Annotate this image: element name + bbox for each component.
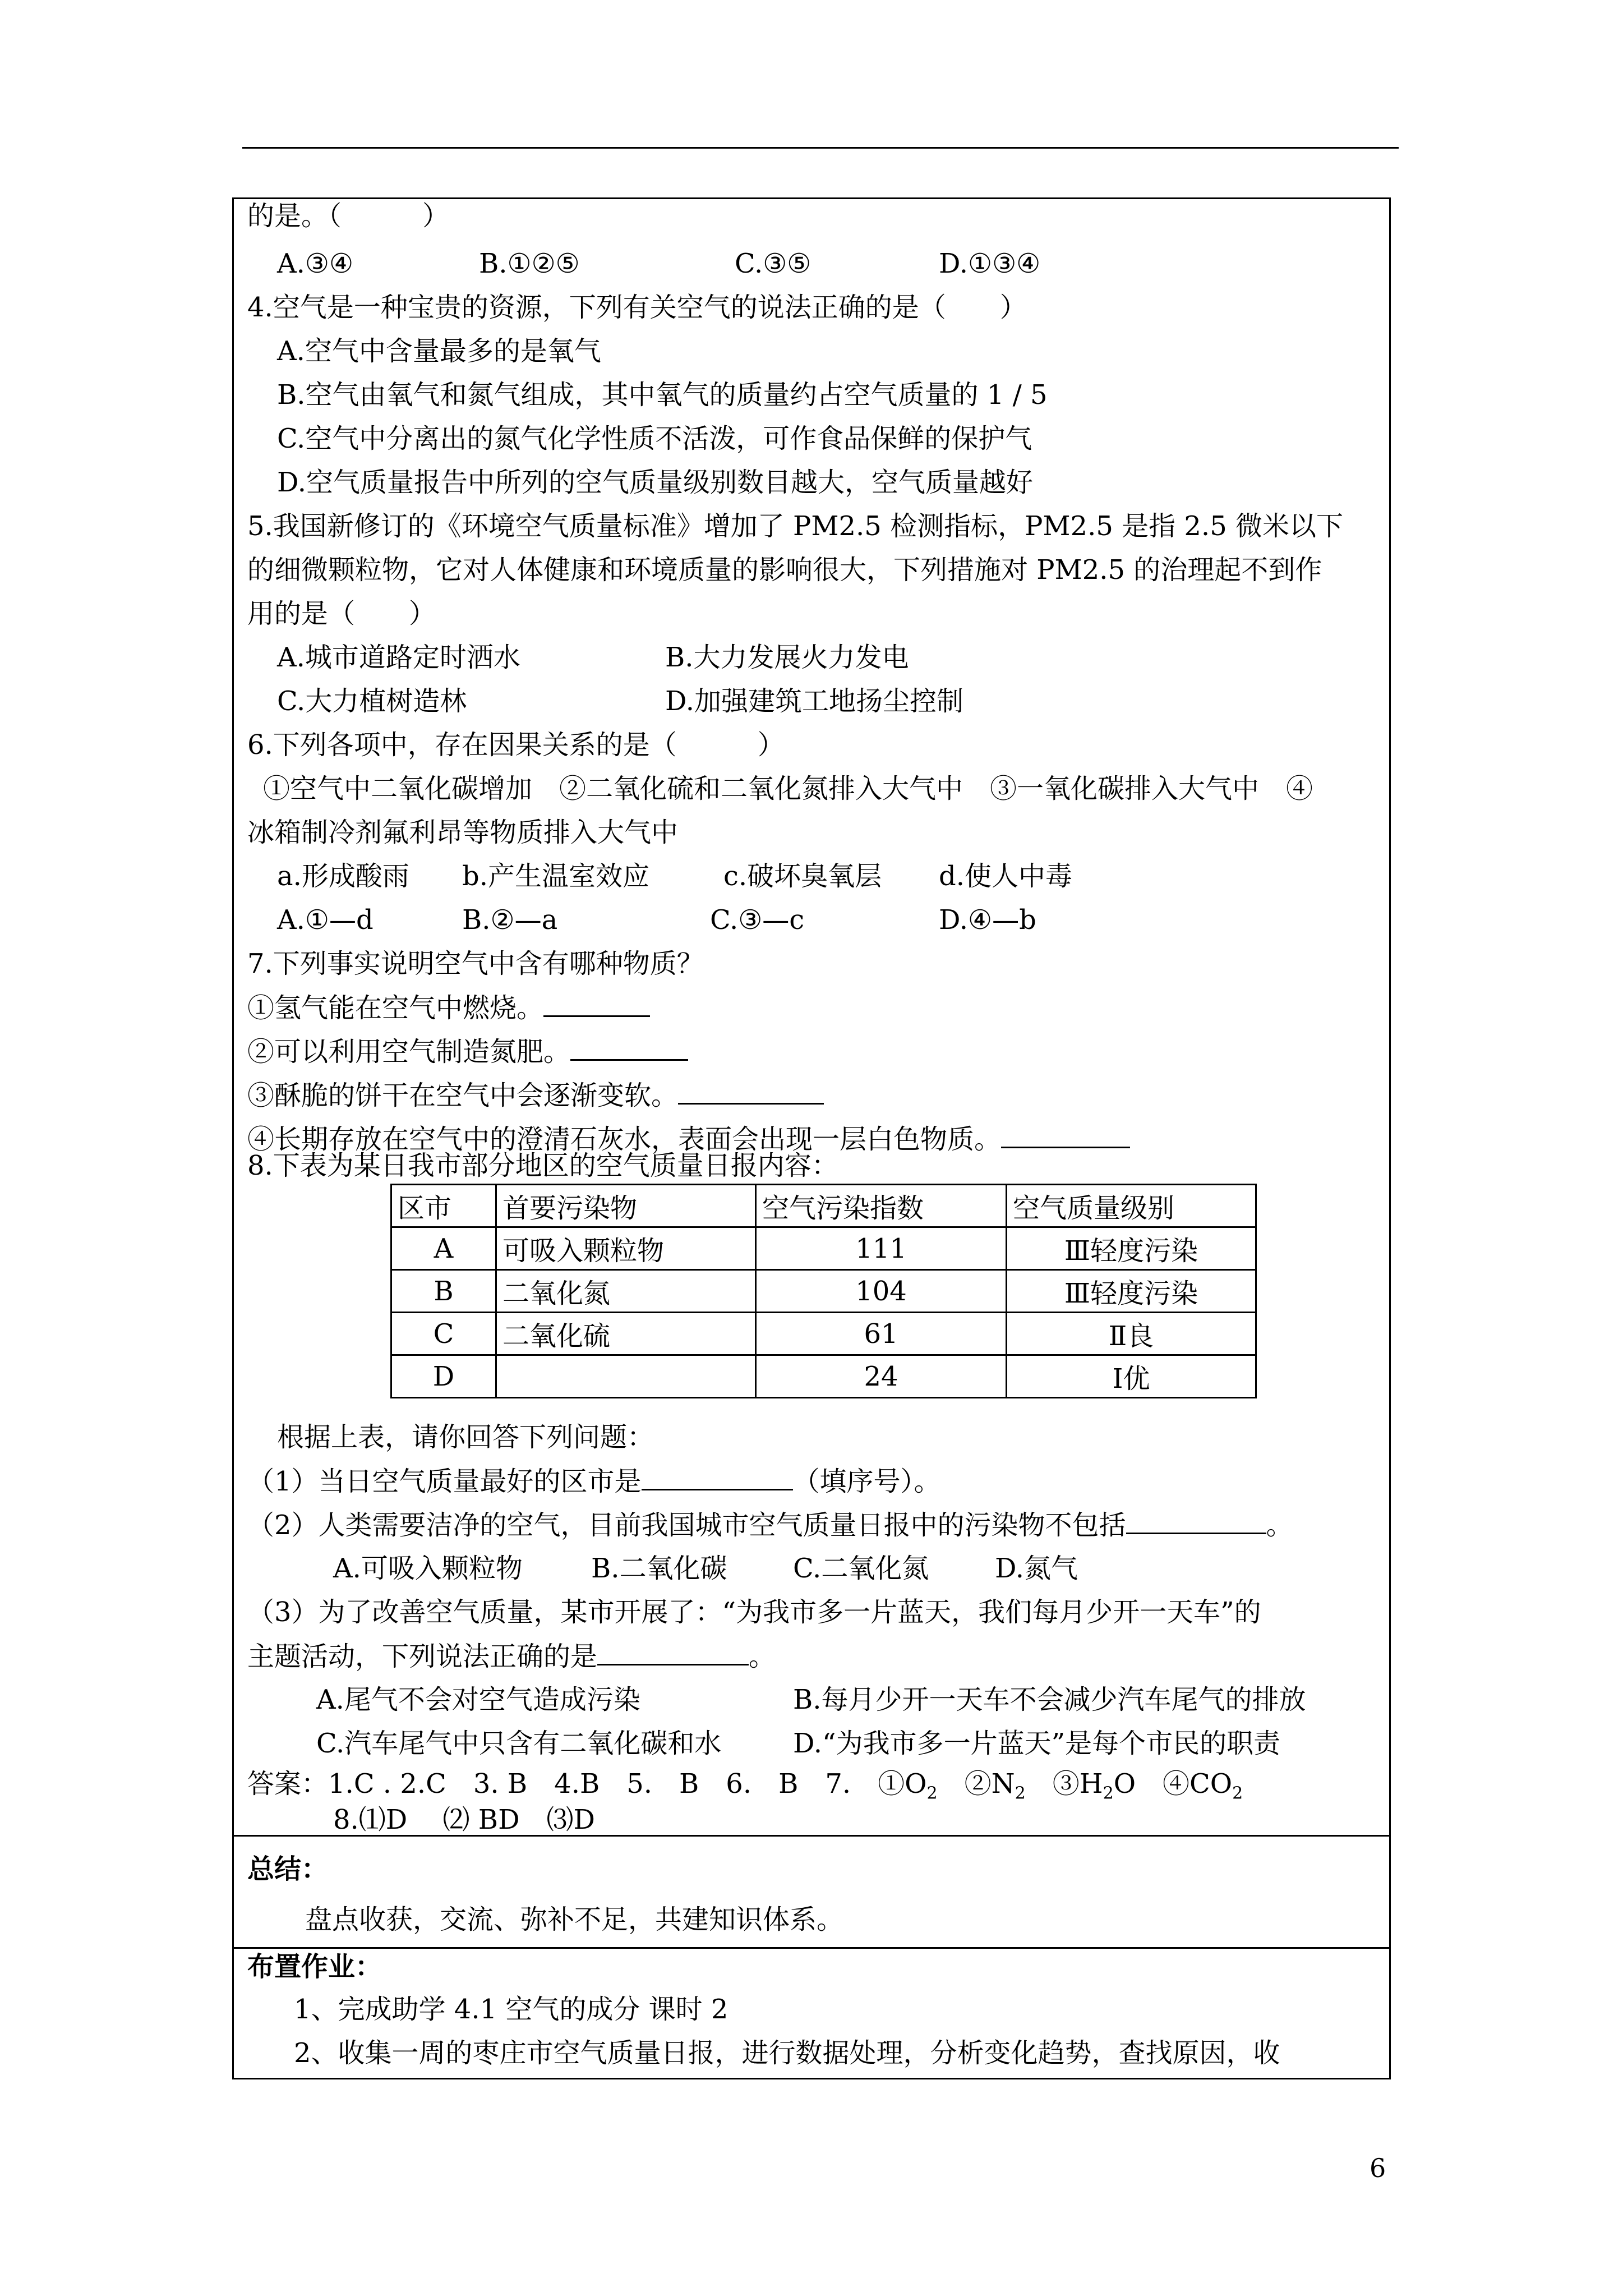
q8-sub3-option-d: D.“为我市多一片蓝天”是每个市民的职责 — [793, 1728, 1281, 1759]
q6-option-a: A.①—d — [277, 904, 374, 936]
cell-pollutant — [496, 1355, 756, 1398]
table-row — [391, 1355, 1256, 1398]
cell-pollutant: 二氧化氮 — [496, 1270, 756, 1313]
q3-option-a: A.③④ — [277, 248, 353, 279]
answers-n2: ②N — [937, 1768, 1015, 1800]
q8-sub2-option-c: C.二氧化氮 — [793, 1553, 929, 1584]
summary-text: 盘点收获，交流、弥补不足，共建知识体系。 — [305, 1904, 844, 1935]
q4-option-c: C.空气中分离出的氮气化学性质不活泼，可作食品保鲜的保护气 — [277, 423, 1032, 454]
q6-stem: 6.下列各项中，存在因果关系的是（ ） — [247, 729, 785, 761]
q8-prompt: 根据上表，请你回答下列问题： — [277, 1421, 654, 1453]
q8-sub2-option-a: A.可吸入颗粒物 — [333, 1553, 523, 1584]
summary-heading: 总结： — [247, 1853, 329, 1885]
header-rule — [242, 147, 1399, 149]
q7-answer-blank-3[interactable] — [678, 1078, 824, 1105]
q3-stem-tail: 的是。（ ） — [247, 200, 450, 232]
q8-sub1 — [247, 1464, 941, 1498]
cell-district: C — [391, 1313, 496, 1355]
q8-stem: 8.下表为某日我市部分地区的空气质量日报内容： — [247, 1150, 838, 1181]
q8-sub3-line2 — [247, 1639, 776, 1673]
q8-sub3-option-a: A.尾气不会对空气造成污染 — [316, 1684, 640, 1715]
answers-text-1: 1.C . 2.C 3. B 4.B 5. B 6. B 7. ①O — [328, 1768, 927, 1800]
air-quality-table — [390, 1184, 1257, 1398]
q5-stem-line2: 的细微颗粒物，它对人体健康和环境质量的影响很大，下列措施对 PM2.5 的治理起不到作 — [247, 554, 1322, 586]
q3-option-c: C.③⑤ — [735, 248, 811, 279]
cell-pollutant: 可吸入颗粒物 — [496, 1227, 756, 1270]
homework-item-1: 1、完成助学 4.1 空气的成分 课时 2 — [294, 1994, 728, 2025]
cell-index: 111 — [756, 1227, 1007, 1270]
cell-index: 104 — [756, 1270, 1007, 1313]
q8-sub3-blank[interactable] — [597, 1639, 749, 1665]
q7-answer-blank-1[interactable] — [543, 991, 650, 1017]
q5-option-d: D.加强建筑工地扬尘控制 — [665, 685, 964, 717]
q4-stem: 4.空气是一种宝贵的资源，下列有关空气的说法正确的是（ ） — [247, 292, 1027, 323]
table-row — [391, 1227, 1256, 1270]
q6-effect-b: b.产生温室效应 — [462, 861, 649, 892]
q8-sub3-suffix: 。 — [749, 1641, 776, 1672]
n2-subscript: 2 — [1015, 1783, 1026, 1803]
answers-h2o: ③H — [1025, 1768, 1103, 1800]
q6-items-line1: ①空气中二氧化碳增加 ②二氧化硫和二氧化氮排入大气中 ③一氧化碳排入大气中 ④ — [263, 773, 1313, 804]
q3-option-d: D.①③④ — [939, 248, 1041, 279]
q8-sub2-question: （2）人类需要洁净的空气，目前我国城市空气质量日报中的污染物不包括 — [247, 1510, 1126, 1541]
q6-effect-a: a.形成酸雨 — [277, 861, 409, 892]
q8-sub3-option-b: B.每月少开一天车不会减少汽车尾气的排放 — [793, 1684, 1306, 1715]
answers-line2: 8.⑴D ⑵ BD ⑶D — [333, 1804, 596, 1835]
cell-grade: Ⅱ良 — [1007, 1313, 1256, 1355]
q5-stem-line1: 5.我国新修订的《环境空气质量标准》增加了 PM2.5 检测指标，PM2.5 是指 2.5 微米以下 — [247, 510, 1343, 542]
q5-option-a: A.城市道路定时洒水 — [277, 642, 520, 673]
cell-district: D — [391, 1355, 496, 1398]
table-row — [391, 1270, 1256, 1313]
q8-sub3-question: 主题活动，下列说法正确的是 — [247, 1641, 598, 1672]
cell-index: 61 — [756, 1313, 1007, 1355]
q6-effect-c: c.破坏臭氧层 — [723, 861, 882, 892]
q8-sub1-suffix: （填序号）。 — [792, 1466, 941, 1497]
q8-sub2-option-b: B.二氧化碳 — [591, 1553, 727, 1584]
homework-item-2: 2、收集一周的枣庄市空气质量日报，进行数据处理，分析变化趋势，查找原因，收 — [294, 2037, 1280, 2069]
q4-option-d: D.空气质量报告中所列的空气质量级别数目越大，空气质量越好 — [277, 467, 1034, 498]
cell-index: 24 — [756, 1355, 1007, 1398]
q8-sub2 — [247, 1508, 1293, 1542]
q5-stem-line3: 用的是（ ） — [247, 598, 436, 629]
cell-district: A — [391, 1227, 496, 1270]
q7-item-3-text: ③酥脆的饼干在空气中会逐渐变软。 — [247, 1080, 679, 1111]
q8-sub1-blank[interactable] — [642, 1464, 793, 1490]
q7-item-1-text: ①氢气能在空气中燃烧。 — [247, 992, 544, 1024]
homework-heading: 布置作业： — [247, 1951, 382, 1982]
h2o-subscript: 2 — [1103, 1783, 1114, 1803]
q4-option-a: A.空气中含量最多的是氧气 — [277, 335, 601, 367]
q7-item-1 — [247, 991, 650, 1025]
q8-sub2-option-d: D.氮气 — [995, 1553, 1078, 1584]
q6-option-b: B.②—a — [462, 904, 558, 936]
q4-option-b: B.空气由氧气和氮气组成，其中氧气的质量约占空气质量的 1 / 5 — [277, 379, 1048, 411]
q5-option-b: B.大力发展火力发电 — [665, 642, 909, 673]
q7-answer-blank-4[interactable] — [1001, 1122, 1130, 1148]
q7-item-4-text: ④长期存放在空气中的澄清石灰水，表面会出现一层白色物质。 — [247, 1124, 1002, 1155]
header-district: 区市 — [391, 1185, 496, 1227]
cell-pollutant: 二氧化硫 — [496, 1313, 756, 1355]
q6-option-c: C.③—c — [710, 904, 805, 936]
cell-district: B — [391, 1270, 496, 1313]
cell-grade: Ⅲ轻度污染 — [1007, 1227, 1256, 1270]
table-row — [391, 1313, 1256, 1355]
q7-stem: 7.下列事实说明空气中含有哪种物质？ — [247, 948, 704, 979]
header-primary-pollutant: 首要污染物 — [496, 1185, 756, 1227]
q6-option-d: D.④—b — [939, 904, 1036, 936]
answers-label: 答案： — [247, 1768, 329, 1800]
q3-option-b: B.①②⑤ — [479, 248, 580, 279]
q8-sub3-line1: （3）为了改善空气质量，某市开展了：“为我市多一片蓝天，我们每月少开一天车”的 — [247, 1596, 1261, 1628]
o2-subscript: 2 — [926, 1783, 938, 1803]
table-header-row — [391, 1185, 1256, 1227]
q7-answer-blank-2[interactable] — [570, 1034, 688, 1061]
co2-subscript: 2 — [1232, 1783, 1243, 1803]
page-number: 6 — [1370, 2153, 1386, 2183]
cell-grade: Ⅰ优 — [1007, 1355, 1256, 1398]
header-pollution-index: 空气污染指数 — [756, 1185, 1007, 1227]
header-quality-grade: 空气质量级别 — [1007, 1185, 1256, 1227]
q6-effect-d: d.使人中毒 — [939, 861, 1072, 892]
q8-sub2-suffix: 。 — [1266, 1510, 1293, 1541]
q7-item-2 — [247, 1034, 688, 1069]
q6-items-line2: 冰箱制冷剂氟利昂等物质排入大气中 — [247, 817, 679, 848]
q8-sub1-question: （1）当日空气质量最好的区市是 — [247, 1466, 642, 1497]
answers-co2: O ④CO — [1113, 1768, 1233, 1800]
q8-sub2-blank[interactable] — [1126, 1508, 1266, 1534]
q7-item-3 — [247, 1078, 824, 1112]
q8-sub3-option-c: C.汽车尾气中只含有二氧化碳和水 — [316, 1728, 722, 1759]
q7-item-2-text: ②可以利用空气制造氮肥。 — [247, 1036, 571, 1068]
cell-grade: Ⅲ轻度污染 — [1007, 1270, 1256, 1313]
q5-option-c: C.大力植树造林 — [277, 685, 467, 717]
